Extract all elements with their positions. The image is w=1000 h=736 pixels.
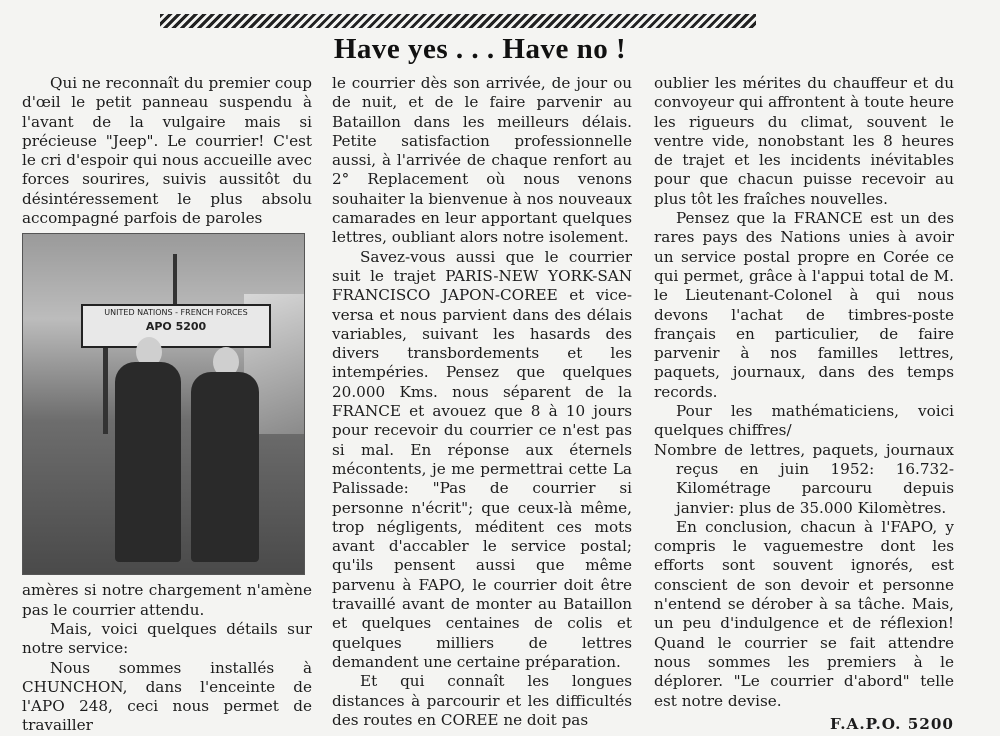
sign-line-1: UNITED NATIONS - FRENCH FORCES — [104, 308, 248, 318]
photo-two-soldiers — [22, 233, 305, 575]
paragraph: Savez-vous aussi que le courrier suit le trajet PARIS-NEW YORK-SAN FRANCISCO JAPON-COREE et vice-versa et nous parvient dans des délais variables, suivant les hasards des divers transbordements et les intempéries. Pensez que quelques 20.000 Kms. nous séparent de la FRANCE et avouez que 8 à 10 jours pour recevoir du courrier ce n'est pas si mal. En réponse aux éternels mécontents, je me permettrai cette La Palissade: "Pas de courrier si personne n'écrit"; que ceux-là même, trop négligents, méditent ces mots avant d'accabler le service postal; qu'ils pensent aussi que même parvenu à FAPO, le courrier doit être travaillé avant de monter au Bataillon et quelques centaines de colis et quelques milliers de lettres demandent une certaine préparation. — [332, 247, 632, 671]
sign-line-2: APO 5200 — [145, 320, 207, 334]
signature: F.A.P.O. 5200 — [830, 714, 954, 733]
column-2 — [332, 74, 632, 730]
decorative-rule — [160, 14, 756, 28]
paragraph: le courrier dès son arrivée, de jour ou de nuit, et de le faire parvenir au Bataillon dans les meilleurs délais. Petite satisfaction professionnelle aussi, à l'arrivée de chaque renfort au 2° Replacement où nous venons souhaiter la bienvenue à nos nouveaux camarades en leur apportant quelques lettres, oubliant alors notre isolement. — [332, 74, 632, 247]
paragraph: oublier les mérites du chauffeur et du convoyeur qui affrontent à toute heure les rigueurs du climat, souvent le ventre vide, nonobstant les 8 heures de trajet et les incidents inévitables pour que chacun puisse recevoir au plus tôt les fraîches nouvelles. — [654, 74, 954, 208]
paragraph: Qui ne reconnaît du premier coup d'œil le petit panneau suspendu à l'avant de la vulgaire mais si précieuse "Jeep". Le courrier! C'est le cri d'espoir qui nous accueille avec forces sourires, suivis aussitôt du désintéressement le plus absolu accompagné parfois de paroles — [22, 74, 312, 228]
photo-sign — [81, 304, 271, 348]
column-1 — [22, 74, 312, 736]
paragraph: Mais, voici quelques détails sur notre service: — [22, 619, 312, 658]
paragraph: Nous sommes installés à CHUNCHON, dans l'enceinte de l'APO 248, ceci nous permet de travailler — [22, 658, 312, 735]
paragraph: En conclusion, chacun à l'FAPO, y compris le vaguemestre dont les efforts sont souvent ignorés, est conscient de son devoir et personne n'entend se dérober à sa tâche. Mais, un peu d'indulgence et de réflexion! Quand le courrier se fait attendre nous sommes les premiers à le déplorer. "Le courrier d'abord" telle est notre devise. — [654, 517, 954, 710]
article-headline: Have yes . . . Have no ! — [333, 33, 627, 65]
paragraph: amères si notre chargement n'amène pas le courrier attendu. — [22, 581, 312, 619]
paragraph: Pour les mathématiciens, voici quelques chiffres/ — [654, 402, 954, 440]
statistics-paragraph: Nombre de lettres, paquets, journaux reçus en juin 1952: 16.732-Kilométrage parcouru depuis janvier: plus de 35.000 Kilomètres. — [654, 440, 954, 517]
paragraph: Et qui connaît les longues distances à parcourir et les difficultés des routes en COREE ne doit pas — [332, 672, 632, 729]
column-3 — [654, 74, 954, 734]
paragraph: Pensez que la FRANCE est un des rares pays des Nations unies à avoir un service postal propre en Corée ce qui permet, grâce à l'appui total de M. le Lieutenant-Colonel à qui nous devons l'achat de timbres-poste français en particulier, de faire parvenir à nos familles lettres, paquets, journaux, dans des temps records. — [654, 209, 954, 401]
